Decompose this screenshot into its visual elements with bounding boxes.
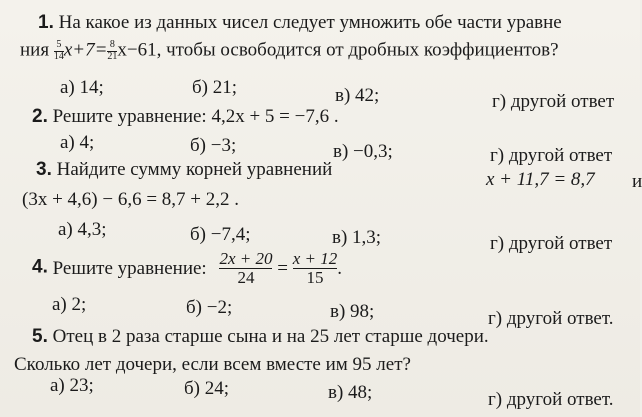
problem-2-option-a: а) 4; [60, 132, 95, 153]
problem-1-line-2: ния $\frac{5}{14}$ x+7= $\frac{8}{21}$ x−61, чтобы освободится от дробных коэффициентов? [20, 39, 559, 62]
problem-3-conjunction: и [632, 171, 642, 192]
problem-3-equation-1: x + 11,7 = 8,7 [486, 169, 595, 190]
problem-3-text: Найдите сумму корней уравнений [56, 159, 333, 180]
problem-4-line-1: 4. Решите уравнение: $\frac{2x + 20}{24}$ = $\frac{x + 12}{15}$ . [32, 249, 342, 287]
problem-2-option-c: в) −0,3; [333, 141, 393, 162]
problem-5-line-1 [32, 327, 489, 346]
problem-2-option-b: б) −3; [190, 135, 237, 156]
problem-5-option-b: б) 24; [184, 378, 230, 399]
problem-3-number: 3. [36, 159, 52, 180]
problem-4-option-d: г) другой ответ. [488, 308, 614, 329]
problem-1-line-1 [38, 13, 562, 32]
problem-1-option-d: г) другой ответ [492, 91, 615, 112]
problem-5-line-2: Сколько лет дочери, если всем вместе им 95 лет? [14, 354, 411, 375]
problem-3-option-c: в) 1,3; [332, 227, 382, 248]
problem-4-option-a: а) 2; [52, 294, 87, 315]
fraction-5-14: $\frac{5}{14}$ [53, 39, 64, 62]
problem-3-option-a: а) 4,3; [58, 219, 107, 240]
problem-4-right-fraction: $\frac{x + 12}{15}$ [292, 249, 338, 287]
problem-3-option-d: г) другой ответ [490, 233, 613, 254]
problem-2-number: 2. [32, 106, 48, 127]
problem-1-option-c: в) 42; [335, 85, 380, 106]
problem-4-number: 4. [32, 256, 48, 278]
problem-4-text: Решите уравнение: [52, 257, 207, 279]
problem-5-option-a: а) 23; [50, 375, 94, 396]
problem-4-option-b: б) −2; [186, 297, 233, 318]
problem-5-option-c: в) 48; [328, 382, 373, 403]
problem-4-option-c: в) 98; [330, 301, 375, 322]
problem-2-option-d: г) другой ответ [490, 145, 613, 166]
problem-1-option-a: а) 14; [60, 77, 104, 98]
problem-4-left-fraction: $\frac{2x + 20}{24}$ [219, 249, 273, 287]
problem-3-equation-2: (3x + 4,6) − 6,6 = 8,7 + 2,2 . [22, 189, 240, 210]
problem-2-line-1 [32, 107, 339, 126]
problem-5-number: 5. [32, 326, 48, 347]
problem-5-text: Отец в 2 раза старше сына и на 25 лет старше дочери. [52, 326, 489, 347]
problem-1-number: 1. [38, 12, 54, 33]
problem-1-option-b: б) 21; [192, 77, 238, 98]
fraction-8-21: $\frac{8}{21}$ [107, 39, 118, 62]
problem-5-option-d: г) другой ответ. [488, 389, 614, 410]
problem-3-option-b: б) −7,4; [190, 224, 251, 245]
problem-1-text: На какое из данных чисел следует умножить обе части уравне [58, 12, 562, 33]
problem-3-line-1 [36, 160, 332, 179]
problem-2-text: Решите уравнение: 4,2x + 5 = −7,6 . [52, 106, 339, 127]
